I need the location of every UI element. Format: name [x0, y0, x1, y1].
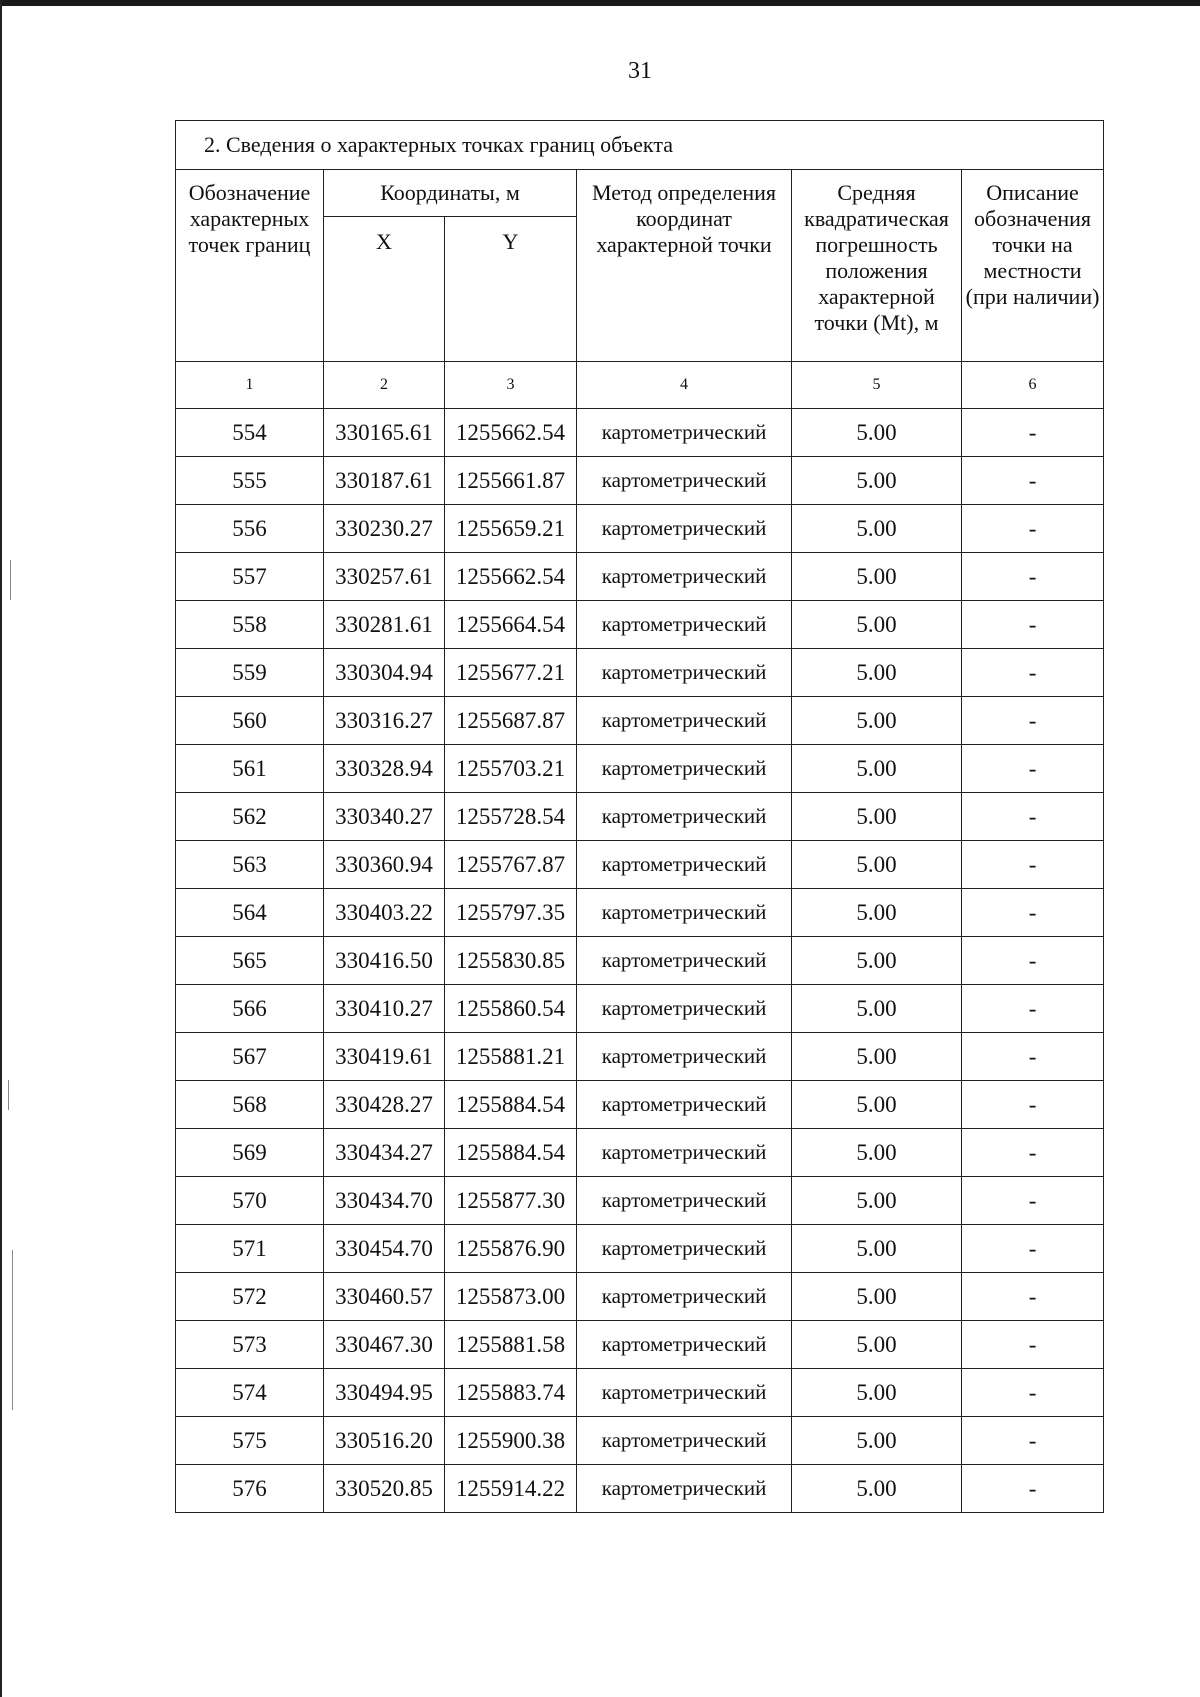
- cell-x: 330434.27: [324, 1129, 445, 1177]
- section-title-row: [176, 121, 1104, 170]
- cell-y: 1255662.54: [445, 553, 577, 601]
- cell-point: 554: [176, 409, 324, 457]
- table-row: [176, 553, 1104, 601]
- table-row: [176, 697, 1104, 745]
- cell-point: 567: [176, 1033, 324, 1081]
- cell-point: 571: [176, 1225, 324, 1273]
- cell-description: -: [962, 553, 1104, 601]
- cell-method: картометрический: [577, 697, 792, 745]
- cell-description: -: [962, 601, 1104, 649]
- header-method: Метод определения координат характерной точки: [577, 170, 792, 362]
- column-number: 1: [176, 362, 324, 409]
- table-row: [176, 889, 1104, 937]
- table-row: [176, 985, 1104, 1033]
- header-coordinates: Координаты, м: [324, 170, 577, 217]
- cell-method: картометрический: [577, 1081, 792, 1129]
- cell-x: 330281.61: [324, 601, 445, 649]
- cell-point: 557: [176, 553, 324, 601]
- cell-y: 1255873.00: [445, 1273, 577, 1321]
- cell-error: 5.00: [792, 985, 962, 1033]
- cell-description: -: [962, 1321, 1104, 1369]
- column-numbers-row: [176, 362, 1104, 409]
- cell-method: картометрический: [577, 601, 792, 649]
- column-number: 2: [324, 362, 445, 409]
- cell-y: 1255883.74: [445, 1369, 577, 1417]
- cell-error: 5.00: [792, 1081, 962, 1129]
- boundary-points-table: [175, 120, 1104, 1513]
- header-y: Y: [445, 217, 577, 362]
- cell-y: 1255900.38: [445, 1417, 577, 1465]
- cell-method: картометрический: [577, 793, 792, 841]
- cell-y: 1255664.54: [445, 601, 577, 649]
- cell-x: 330520.85: [324, 1465, 445, 1513]
- cell-y: 1255876.90: [445, 1225, 577, 1273]
- cell-x: 330416.50: [324, 937, 445, 985]
- cell-error: 5.00: [792, 1417, 962, 1465]
- header-point: Обозначение характерных точек границ: [176, 170, 324, 362]
- cell-y: 1255884.54: [445, 1081, 577, 1129]
- cell-x: 330434.70: [324, 1177, 445, 1225]
- cell-description: -: [962, 1465, 1104, 1513]
- cell-description: -: [962, 649, 1104, 697]
- cell-description: -: [962, 1417, 1104, 1465]
- cell-point: 558: [176, 601, 324, 649]
- cell-error: 5.00: [792, 505, 962, 553]
- cell-method: картометрический: [577, 745, 792, 793]
- cell-description: -: [962, 1369, 1104, 1417]
- column-number: 4: [577, 362, 792, 409]
- table-row: [176, 1273, 1104, 1321]
- cell-description: -: [962, 505, 1104, 553]
- cell-method: картометрический: [577, 841, 792, 889]
- cell-method: картометрический: [577, 985, 792, 1033]
- cell-point: 572: [176, 1273, 324, 1321]
- cell-x: 330494.95: [324, 1369, 445, 1417]
- cell-error: 5.00: [792, 793, 962, 841]
- cell-y: 1255881.21: [445, 1033, 577, 1081]
- table-row: [176, 1177, 1104, 1225]
- cell-point: 556: [176, 505, 324, 553]
- table-row: [176, 457, 1104, 505]
- cell-method: картометрический: [577, 937, 792, 985]
- cell-description: -: [962, 457, 1104, 505]
- column-number: 5: [792, 362, 962, 409]
- cell-point: 560: [176, 697, 324, 745]
- cell-error: 5.00: [792, 937, 962, 985]
- table-row: [176, 409, 1104, 457]
- cell-description: -: [962, 1225, 1104, 1273]
- cell-description: -: [962, 409, 1104, 457]
- cell-x: 330467.30: [324, 1321, 445, 1369]
- cell-y: 1255797.35: [445, 889, 577, 937]
- table-row: [176, 1033, 1104, 1081]
- cell-method: картометрический: [577, 1033, 792, 1081]
- cell-error: 5.00: [792, 1225, 962, 1273]
- cell-y: 1255728.54: [445, 793, 577, 841]
- table-row: [176, 841, 1104, 889]
- cell-description: -: [962, 1273, 1104, 1321]
- cell-error: 5.00: [792, 889, 962, 937]
- cell-error: 5.00: [792, 601, 962, 649]
- cell-x: 330328.94: [324, 745, 445, 793]
- cell-error: 5.00: [792, 457, 962, 505]
- cell-point: 559: [176, 649, 324, 697]
- table-row: [176, 1369, 1104, 1417]
- cell-error: 5.00: [792, 553, 962, 601]
- cell-point: 561: [176, 745, 324, 793]
- cell-y: 1255661.87: [445, 457, 577, 505]
- cell-y: 1255659.21: [445, 505, 577, 553]
- cell-error: 5.00: [792, 1465, 962, 1513]
- cell-y: 1255860.54: [445, 985, 577, 1033]
- cell-error: 5.00: [792, 1369, 962, 1417]
- cell-point: 568: [176, 1081, 324, 1129]
- cell-method: картометрический: [577, 1273, 792, 1321]
- cell-x: 330257.61: [324, 553, 445, 601]
- table-row: [176, 505, 1104, 553]
- header-description: Описание обозначения точки на местности (при наличии): [962, 170, 1104, 362]
- cell-method: картометрический: [577, 553, 792, 601]
- table-row: [176, 1129, 1104, 1177]
- column-number: 3: [445, 362, 577, 409]
- header-error: Средняя квадратическая погрешность положения характерной точки (Mt), м: [792, 170, 962, 362]
- cell-method: картометрический: [577, 409, 792, 457]
- cell-description: -: [962, 937, 1104, 985]
- cell-y: 1255703.21: [445, 745, 577, 793]
- cell-x: 330516.20: [324, 1417, 445, 1465]
- cell-x: 330360.94: [324, 841, 445, 889]
- cell-point: 576: [176, 1465, 324, 1513]
- cell-method: картометрический: [577, 1129, 792, 1177]
- table-row: [176, 937, 1104, 985]
- cell-description: -: [962, 1081, 1104, 1129]
- cell-y: 1255830.85: [445, 937, 577, 985]
- cell-y: 1255881.58: [445, 1321, 577, 1369]
- cell-x: 330460.57: [324, 1273, 445, 1321]
- cell-method: картометрический: [577, 1465, 792, 1513]
- cell-point: 563: [176, 841, 324, 889]
- cell-error: 5.00: [792, 1273, 962, 1321]
- cell-description: -: [962, 793, 1104, 841]
- cell-description: -: [962, 1177, 1104, 1225]
- table-row: [176, 1081, 1104, 1129]
- cell-error: 5.00: [792, 697, 962, 745]
- cell-x: 330403.22: [324, 889, 445, 937]
- cell-method: картометрический: [577, 1417, 792, 1465]
- cell-point: 574: [176, 1369, 324, 1417]
- table-row: [176, 1465, 1104, 1513]
- cell-error: 5.00: [792, 1129, 962, 1177]
- cell-description: -: [962, 1129, 1104, 1177]
- scan-mark: [12, 1250, 13, 1410]
- cell-description: -: [962, 985, 1104, 1033]
- cell-x: 330230.27: [324, 505, 445, 553]
- table-row: [176, 1417, 1104, 1465]
- table-row: [176, 745, 1104, 793]
- cell-y: 1255767.87: [445, 841, 577, 889]
- cell-point: 555: [176, 457, 324, 505]
- cell-error: 5.00: [792, 745, 962, 793]
- table-row: [176, 1321, 1104, 1369]
- cell-error: 5.00: [792, 1177, 962, 1225]
- cell-x: 330454.70: [324, 1225, 445, 1273]
- table-row: [176, 1225, 1104, 1273]
- page-number: 31: [628, 58, 652, 84]
- cell-point: 573: [176, 1321, 324, 1369]
- cell-point: 566: [176, 985, 324, 1033]
- cell-x: 330419.61: [324, 1033, 445, 1081]
- cell-error: 5.00: [792, 1321, 962, 1369]
- cell-method: картометрический: [577, 1177, 792, 1225]
- cell-error: 5.00: [792, 841, 962, 889]
- header-row-top: [176, 170, 1104, 217]
- cell-x: 330187.61: [324, 457, 445, 505]
- cell-x: 330304.94: [324, 649, 445, 697]
- scan-mark: [10, 560, 11, 600]
- cell-description: -: [962, 889, 1104, 937]
- cell-method: картометрический: [577, 457, 792, 505]
- cell-description: -: [962, 697, 1104, 745]
- cell-error: 5.00: [792, 1033, 962, 1081]
- cell-y: 1255877.30: [445, 1177, 577, 1225]
- cell-error: 5.00: [792, 409, 962, 457]
- cell-description: -: [962, 1033, 1104, 1081]
- header-x: X: [324, 217, 445, 362]
- table-row: [176, 793, 1104, 841]
- column-number: 6: [962, 362, 1104, 409]
- table-row: [176, 601, 1104, 649]
- cell-point: 575: [176, 1417, 324, 1465]
- cell-error: 5.00: [792, 649, 962, 697]
- cell-y: 1255677.21: [445, 649, 577, 697]
- page-top-edge: [0, 0, 1200, 6]
- cell-method: картометрический: [577, 1321, 792, 1369]
- cell-x: 330165.61: [324, 409, 445, 457]
- cell-method: картометрический: [577, 649, 792, 697]
- cell-description: -: [962, 745, 1104, 793]
- cell-x: 330410.27: [324, 985, 445, 1033]
- page-left-edge: [0, 0, 2, 1697]
- cell-point: 570: [176, 1177, 324, 1225]
- cell-description: -: [962, 841, 1104, 889]
- cell-y: 1255687.87: [445, 697, 577, 745]
- cell-method: картометрический: [577, 1369, 792, 1417]
- cell-x: 330340.27: [324, 793, 445, 841]
- cell-y: 1255914.22: [445, 1465, 577, 1513]
- scan-mark: [8, 1080, 9, 1110]
- cell-method: картометрический: [577, 505, 792, 553]
- cell-y: 1255662.54: [445, 409, 577, 457]
- section-title: 2. Сведения о характерных точках границ объекта: [176, 121, 1104, 170]
- cell-point: 562: [176, 793, 324, 841]
- cell-point: 569: [176, 1129, 324, 1177]
- cell-point: 564: [176, 889, 324, 937]
- cell-x: 330428.27: [324, 1081, 445, 1129]
- table-row: [176, 649, 1104, 697]
- cell-method: картометрический: [577, 1225, 792, 1273]
- cell-method: картометрический: [577, 889, 792, 937]
- cell-y: 1255884.54: [445, 1129, 577, 1177]
- cell-x: 330316.27: [324, 697, 445, 745]
- cell-point: 565: [176, 937, 324, 985]
